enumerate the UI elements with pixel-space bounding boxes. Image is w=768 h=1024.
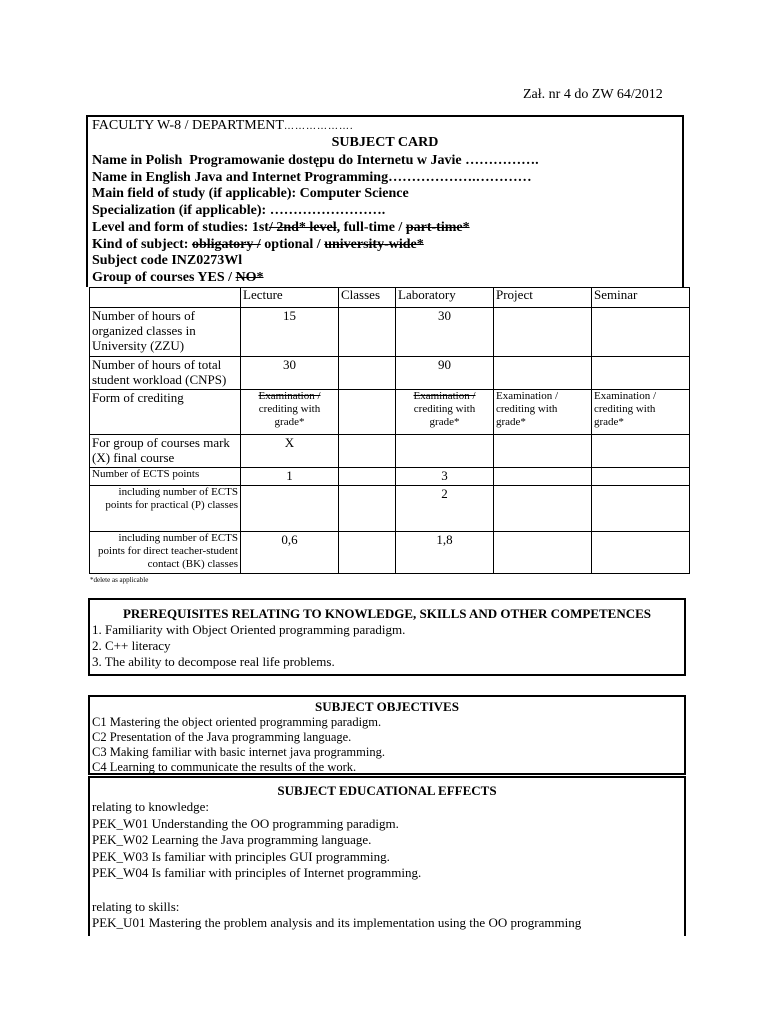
educational-effects-box: [88, 776, 686, 936]
kind-of-subject: Kind of subject: obligatory / optional / university-wide*: [92, 237, 424, 252]
table-row: including number of ECTS points for direct teacher-student contact (BK) classes 0,6 1,8: [90, 532, 690, 574]
list-item: PEK_W04 Is familiar with principles of Internet programming.: [92, 865, 422, 880]
skills-label: relating to skills:: [92, 898, 180, 914]
list-item: C1 Mastering the object oriented programming paradigm.: [92, 715, 382, 729]
knowledge-label: relating to knowledge:: [92, 799, 209, 814]
document-reference: Zał. nr 4 do ZW 64/2012: [523, 87, 663, 102]
name-english: Name in English Java and Internet Programming……………….…………: [92, 170, 532, 185]
prerequisites-title: PREREQUISITES RELATING TO KNOWLEDGE, SKILLS AND OTHER COMPETENCES: [122, 606, 652, 621]
table-row: Number of hours of organized classes in University (ZZU) 15 30: [90, 308, 690, 357]
list-item: C4 Learning to communicate the results of the work.: [92, 760, 357, 774]
table-row: Number of ECTS points 1 3: [90, 468, 690, 486]
subject-code: Subject code INZ0273Wl: [92, 253, 243, 268]
table-row: Form of crediting Examination / crediting with grade* Examination / crediting with grade* Examination / crediting with grade* Examination / crediting with grade*: [90, 390, 690, 435]
table-header-row: [90, 288, 690, 308]
col-seminar: Seminar: [592, 288, 690, 308]
card-title: SUBJECT CARD: [331, 135, 439, 150]
table-row: including number of ECTS points for practical (P) classes 2: [90, 486, 690, 532]
col-project: Project: [494, 288, 592, 308]
list-item: PEK_W03 Is familiar with principles GUI programming.: [92, 848, 390, 864]
list-item: 2. C++ literacy: [92, 638, 171, 653]
list-item: C3 Making familiar with basic internet java programming.: [92, 745, 385, 759]
hours-table: [89, 287, 690, 574]
table-row: Number of hours of total student workload (CNPS) 30 90: [90, 357, 690, 390]
faculty-line: FACULTY W-8 / DEPARTMENT……………….: [92, 118, 354, 133]
list-item: 3. The ability to decompose real life problems.: [92, 654, 335, 669]
level-form: Level and form of studies: 1st/ 2nd* level, full-time / part-time*: [92, 220, 470, 235]
objectives-title: SUBJECT OBJECTIVES: [315, 699, 459, 714]
objectives-box: [88, 695, 686, 775]
col-lecture: Lecture: [241, 288, 339, 308]
list-item: PEK_U01 Mastering the problem analysis and its implementation using the OO programming: [92, 915, 582, 930]
group-of-courses: Group of courses YES / NO*: [92, 270, 264, 285]
specialization: Specialization (if applicable): …………………….: [92, 203, 386, 218]
col-classes: Classes: [339, 288, 396, 308]
prerequisites-box: [88, 598, 686, 676]
subject-card-header: [86, 115, 684, 287]
list-item: C2 Presentation of the Java programming language.: [92, 730, 352, 744]
list-item: 1. Familiarity with Object Oriented programming paradigm.: [92, 622, 406, 637]
name-polish: Name in Polish Programowanie dostępu do Internetu w Javie …………….: [92, 153, 539, 168]
table-row: For group of courses mark (X) final course X: [90, 435, 690, 468]
main-field: Main field of study (if applicable): Computer Science: [92, 186, 409, 201]
list-item: PEK_W02 Learning the Java programming language.: [92, 832, 372, 847]
effects-title: SUBJECT EDUCATIONAL EFFECTS: [277, 783, 497, 798]
col-laboratory: Laboratory: [396, 288, 494, 308]
list-item: PEK_W01 Understanding the OO programming paradigm.: [92, 815, 399, 831]
table-footnote: *delete as applicable: [90, 576, 149, 584]
